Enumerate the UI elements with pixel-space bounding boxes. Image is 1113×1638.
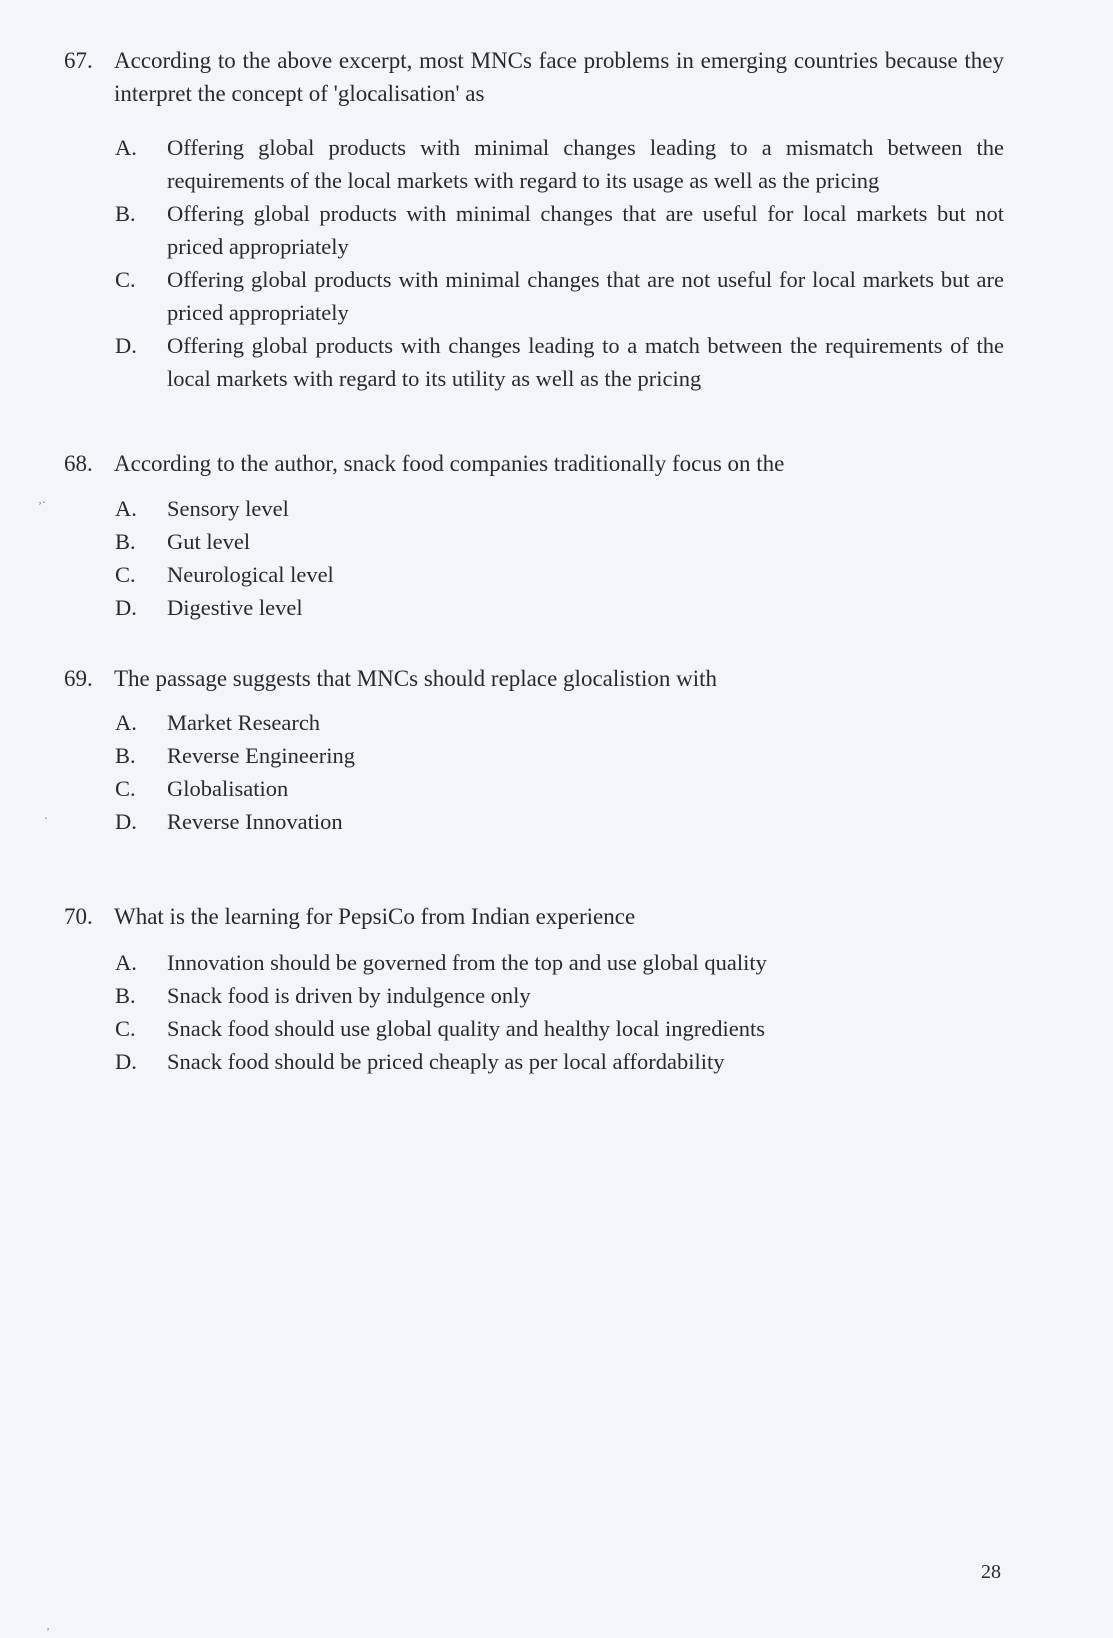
option-text: Digestive level [167, 595, 303, 620]
page-number: 28 [981, 1561, 1001, 1583]
option-letter: C. [115, 1016, 136, 1041]
option-letter: C. [115, 267, 136, 292]
option-text: Innovation should be governed from the top and use global quality [167, 950, 767, 975]
question-stem [64, 900, 1004, 933]
option-letter: A. [115, 710, 137, 735]
option-letter: B. [115, 529, 136, 554]
option-letter: C. [115, 776, 136, 801]
option-text: Gut level [167, 529, 251, 554]
option-letter: D. [115, 333, 137, 358]
question-text: According to the above excerpt, most MNCs face problems in emerging countries because they interpret the concept of 'glocalisation' as [114, 48, 1004, 106]
option-text: Reverse Engineering [167, 743, 356, 768]
option-text: Snack food is driven by indulgence only [167, 983, 531, 1008]
option-a [115, 131, 1004, 197]
option-text: Globalisation [167, 776, 289, 801]
scan-speck-mark: ‚․ [38, 492, 47, 506]
option-letter: D. [115, 595, 137, 620]
option-text: Offering global products with minimal changes that are not useful for local markets but are priced appropriately [167, 267, 1004, 325]
question-text: What is the learning for PepsiCo from Indian experience [114, 904, 636, 929]
option-letter: B. [115, 743, 136, 768]
option-letter: B. [115, 201, 136, 226]
option-text: Sensory level [167, 496, 289, 521]
option-text: Offering global products with changes leading to a match between the requirements of the local markets with regard to its utility as well as the pricing [167, 333, 1004, 391]
scan-speck-mark: ‚ [46, 1618, 50, 1632]
scan-speck-mark: ․ [44, 808, 49, 822]
option-text: Market Research [167, 710, 321, 735]
option-letter: C. [115, 562, 136, 587]
option-letter: D. [115, 809, 137, 834]
option-a [115, 492, 1004, 525]
options-list [64, 946, 1004, 1078]
option-text: Neurological level [167, 562, 334, 587]
option-d [115, 1045, 1004, 1078]
option-d [115, 805, 1004, 838]
option-text: Offering global products with minimal changes leading to a mismatch between the requirements of the local markets with regard to its usage as well as the pricing [167, 135, 1004, 193]
option-c [115, 558, 1004, 591]
option-d [115, 329, 1004, 395]
question-number: 70. [64, 904, 93, 929]
options-list [64, 131, 1004, 395]
options-list [64, 706, 1004, 838]
question-text: According to the author, snack food companies traditionally focus on the [114, 451, 785, 476]
option-b [115, 739, 1004, 772]
option-text: Snack food should use global quality and healthy local ingredients [167, 1016, 765, 1041]
option-d [115, 591, 1004, 624]
option-text: Offering global products with minimal changes that are useful for local markets but not priced appropriately [167, 201, 1004, 259]
question-stem [64, 447, 1004, 480]
question-stem [64, 44, 1004, 110]
question-number: 68. [64, 451, 93, 476]
option-letter: D. [115, 1049, 137, 1074]
option-letter: A. [115, 496, 137, 521]
question-number: 67. [64, 48, 93, 73]
question-stem [64, 662, 1004, 695]
option-b [115, 525, 1004, 558]
option-letter: B. [115, 983, 136, 1008]
question-68 [64, 447, 1004, 624]
option-b [115, 979, 1004, 1012]
option-letter: A. [115, 950, 137, 975]
option-c [115, 263, 1004, 329]
option-text: Reverse Innovation [167, 809, 343, 834]
option-text: Snack food should be priced cheaply as per local affordability [167, 1049, 725, 1074]
question-number: 69. [64, 666, 93, 691]
option-c [115, 1012, 1004, 1045]
option-letter: A. [115, 135, 137, 160]
question-text: The passage suggests that MNCs should replace glocalistion with [114, 666, 718, 691]
option-b [115, 197, 1004, 263]
option-a [115, 946, 1004, 979]
options-list [64, 492, 1004, 624]
option-a [115, 706, 1004, 739]
question-70 [64, 900, 1004, 1078]
question-67 [64, 44, 1004, 395]
question-69 [64, 662, 1004, 838]
option-c [115, 772, 1004, 805]
